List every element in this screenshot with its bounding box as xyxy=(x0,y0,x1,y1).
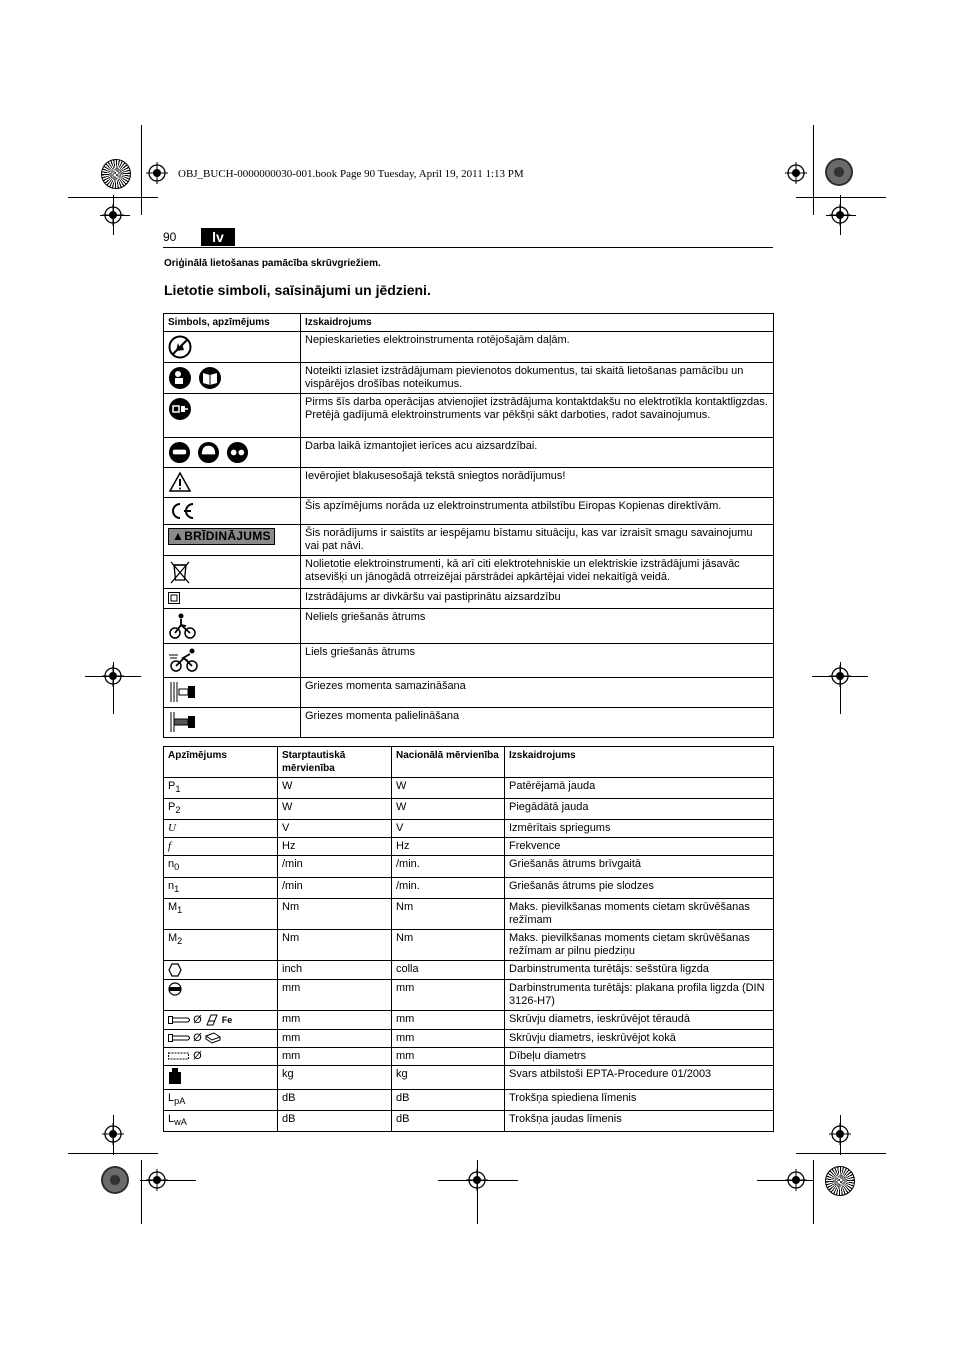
column-header: Izskaidrojums xyxy=(301,314,774,332)
document-subtitle: Oriģinālā lietošanas pamācība skrūvgriežiem. xyxy=(164,258,381,269)
table-row xyxy=(164,799,774,820)
symbol-cell xyxy=(164,498,301,525)
crop-mark xyxy=(796,197,886,198)
crop-mark xyxy=(141,125,142,215)
table-row xyxy=(164,1029,774,1047)
symbol-cell xyxy=(164,678,301,708)
double-insulation-icon xyxy=(168,592,180,604)
book-header: OBJ_BUCH-0000000030-001.book Page 90 Tuesday, April 19, 2011 1:13 PM xyxy=(178,168,524,180)
table-row xyxy=(164,820,774,838)
symbol-subscript: 0 xyxy=(174,862,180,873)
description-cell: Trokšņa jaudas līmenis xyxy=(505,1110,774,1131)
no-touch-icon xyxy=(168,335,192,359)
table-row xyxy=(164,929,774,960)
symbol-letter: n xyxy=(168,858,175,871)
intl-unit-cell: kg xyxy=(278,1065,392,1089)
symbol-subscript: wA xyxy=(174,1117,187,1128)
description-cell: Izstrādājums ar divkāršu vai pastiprinātu aizsardzību xyxy=(301,589,774,609)
symbol-cell xyxy=(164,856,278,877)
warning-triangle-icon xyxy=(168,471,192,493)
intl-unit-cell: inch xyxy=(278,960,392,979)
symbol-subscript: 2 xyxy=(175,805,181,816)
read-manual-icon xyxy=(168,366,192,390)
hex-socket-icon xyxy=(168,963,182,977)
symbol-cell xyxy=(164,1089,278,1110)
fast-cyclist-icon xyxy=(168,647,202,673)
torque-decrease-icon xyxy=(168,681,198,703)
table-row xyxy=(164,979,774,1010)
symbols-table xyxy=(163,313,774,738)
description-cell: Griezes momenta samazināšana xyxy=(301,678,774,708)
description-cell: Skrūvju diametrs, ieskrūvējot tēraudā xyxy=(505,1010,774,1029)
warning-banner xyxy=(168,528,275,545)
symbol-letter: P xyxy=(168,801,176,814)
description-cell: Šis apzīmējums norāda uz elektroinstrumenta atbilstību Eiropas Kopienas direktīvām. xyxy=(301,498,774,525)
symbol-cell xyxy=(164,778,278,799)
registration-target-icon xyxy=(146,1169,168,1191)
symbol-cell xyxy=(164,589,301,609)
crop-mark xyxy=(141,1160,142,1224)
symbol-letter: M xyxy=(168,931,178,944)
intl-unit-cell: Nm xyxy=(278,929,392,960)
description-cell: Neliels griešanās ātrums xyxy=(301,609,774,644)
registration-target-icon xyxy=(102,1123,124,1145)
symbol-cell xyxy=(164,820,278,838)
national-unit-cell: mm xyxy=(392,979,505,1010)
description-cell: Maks. pievilkšanas moments cietam skrūvēšanas režīmam xyxy=(505,898,774,929)
symbol-cell xyxy=(164,1110,278,1131)
symbol-subscript: 1 xyxy=(174,883,180,894)
symbol-subscript: 1 xyxy=(177,904,183,915)
national-unit-cell: V xyxy=(392,820,505,838)
registration-target-icon xyxy=(466,1169,488,1191)
symbol-cell xyxy=(164,609,301,644)
intl-unit-cell: mm xyxy=(278,979,392,1010)
description-cell: Frekvence xyxy=(505,838,774,856)
description-cell: Dībeļu diametrs xyxy=(505,1047,774,1065)
symbol-cell xyxy=(164,979,278,1010)
intl-unit-cell: V xyxy=(278,820,392,838)
section-heading: Lietotie simboli, saīsinājumi un jēdzieni. xyxy=(164,282,431,298)
intl-unit-cell: W xyxy=(278,778,392,799)
helmet-icon xyxy=(197,441,220,464)
diameter-sign: Ø xyxy=(193,1049,202,1062)
symbol-cell xyxy=(164,799,278,820)
description-cell: Liels griešanās ātrums xyxy=(301,644,774,678)
description-cell: Izmērītais spriegums xyxy=(505,820,774,838)
symbol-cell xyxy=(164,929,278,960)
language-tag: lv xyxy=(201,228,235,246)
symbol-letter: U xyxy=(168,822,176,835)
column-header: Apzīmējums xyxy=(164,747,278,778)
table-header-row xyxy=(164,314,774,332)
table-row xyxy=(164,877,774,898)
national-unit-cell: Nm xyxy=(392,898,505,929)
table-row xyxy=(164,856,774,877)
description-cell: Griezes momenta palielināšana xyxy=(301,708,774,738)
table-row xyxy=(164,838,774,856)
symbol-cell xyxy=(164,1029,278,1047)
table-row xyxy=(164,589,774,609)
symbol-cell xyxy=(164,644,301,678)
table-row xyxy=(164,960,774,979)
registration-target-icon xyxy=(102,665,124,687)
intl-unit-cell: dB xyxy=(278,1110,392,1131)
symbol-subscript: pA xyxy=(174,1095,186,1106)
column-header: Izskaidrojums xyxy=(505,747,774,778)
table-row xyxy=(164,498,774,525)
intl-unit-cell: mm xyxy=(278,1010,392,1029)
intl-unit-cell: mm xyxy=(278,1047,392,1065)
table-row xyxy=(164,1010,774,1029)
description-cell: Skrūvju diametrs, ieskrūvējot kokā xyxy=(505,1029,774,1047)
table-row xyxy=(164,1047,774,1065)
symbol-cell xyxy=(164,1065,278,1089)
steel-plate-icon xyxy=(205,1013,219,1027)
intl-unit-cell: W xyxy=(278,799,392,820)
symbol-cell xyxy=(164,1010,278,1029)
symbol-letter: M xyxy=(168,900,178,913)
national-unit-cell: dB xyxy=(392,1089,505,1110)
weee-bin-icon xyxy=(168,559,192,585)
description-cell: Svars atbilstoši EPTA-Procedure 01/2003 xyxy=(505,1065,774,1089)
steel-label: Fe xyxy=(221,1014,233,1025)
description-cell: Griešanās ātrums brīvgaitā xyxy=(505,856,774,877)
national-unit-cell: W xyxy=(392,778,505,799)
table-row xyxy=(164,678,774,708)
table-row xyxy=(164,556,774,589)
table-row xyxy=(164,609,774,644)
description-cell: Noteikti izlasiet izstrādājumam pievienotos dokumentus, tai skaitā lietošanas pamācību un vispārējos drošības noteikumus. xyxy=(301,363,774,394)
warning-banner-icon: ▲ xyxy=(172,529,185,543)
description-cell: Ievērojiet blakusesošajā tekstā sniegtos norādījumus! xyxy=(301,468,774,498)
slow-cyclist-icon xyxy=(168,612,198,640)
table-row xyxy=(164,1065,774,1089)
torque-increase-icon xyxy=(168,711,198,733)
symbol-letter: P xyxy=(168,780,176,792)
description-cell: Pirms šīs darba operācijas atvienojiet izstrādājuma kontaktdakšu no elektrotīkla kontaktligzdas. Pretējā gadījumā elektroinstruments var pēkšņi sākt darboties, radot savainojumus. xyxy=(301,394,774,438)
registration-target-icon xyxy=(102,204,124,226)
description-cell: Piegādātā jauda xyxy=(505,799,774,820)
national-unit-cell: Hz xyxy=(392,838,505,856)
symbol-cell xyxy=(164,708,301,738)
symbol-cell xyxy=(164,898,278,929)
national-unit-cell: W xyxy=(392,799,505,820)
units-table xyxy=(163,746,774,1132)
symbol-cell xyxy=(164,363,301,394)
symbol-cell xyxy=(164,960,278,979)
column-header: Starptautiskā mērvienība xyxy=(278,747,392,778)
intl-unit-cell: /min xyxy=(278,856,392,877)
crop-mark xyxy=(796,1153,886,1154)
intl-unit-cell: /min xyxy=(278,877,392,898)
table-row xyxy=(164,525,774,556)
table-header-row xyxy=(164,747,774,778)
national-unit-cell: mm xyxy=(392,1047,505,1065)
table-row xyxy=(164,708,774,738)
intl-unit-cell: mm xyxy=(278,1029,392,1047)
national-unit-cell: mm xyxy=(392,1010,505,1029)
symbol-cell xyxy=(164,1047,278,1065)
intl-unit-cell: dB xyxy=(278,1089,392,1110)
symbol-subscript: 1 xyxy=(175,784,181,795)
crop-mark xyxy=(813,1160,814,1224)
national-unit-cell: colla xyxy=(392,960,505,979)
symbol-letter: L xyxy=(168,1112,175,1125)
registration-target-icon xyxy=(829,665,851,687)
table-row xyxy=(164,394,774,438)
screw-icon xyxy=(168,1034,190,1042)
symbol-cell xyxy=(164,556,301,589)
diameter-sign: Ø xyxy=(193,1013,202,1026)
table-row xyxy=(164,1110,774,1131)
symbol-letter: n xyxy=(168,879,175,892)
warning-banner-label: BRĪDINĀJUMS xyxy=(184,529,271,543)
intl-unit-cell: Hz xyxy=(278,838,392,856)
header-rule xyxy=(163,247,773,248)
intl-unit-cell: Nm xyxy=(278,898,392,929)
description-cell: Darbinstrumenta turētājs: sešstūra ligzda xyxy=(505,960,774,979)
table-row xyxy=(164,468,774,498)
national-unit-cell: Nm xyxy=(392,929,505,960)
crop-mark xyxy=(813,125,814,215)
table-row xyxy=(164,898,774,929)
registration-target-icon xyxy=(785,1169,807,1191)
symbol-cell xyxy=(164,877,278,898)
column-header: Nacionālā mērvienība xyxy=(392,747,505,778)
weight-icon xyxy=(168,1068,182,1084)
description-cell: Nepieskarieties elektroinstrumenta rotējošajām daļām. xyxy=(301,332,774,363)
diameter-sign: Ø xyxy=(193,1031,202,1044)
symbol-letter: f xyxy=(168,840,172,853)
symbol-cell xyxy=(164,394,301,438)
page-number: 90 xyxy=(163,230,177,244)
flat-socket-icon xyxy=(168,982,182,996)
color-calibration-rosette-icon xyxy=(101,1166,129,1194)
national-unit-cell: kg xyxy=(392,1065,505,1089)
registration-target-icon xyxy=(146,162,168,184)
read-manual-icon xyxy=(198,366,222,390)
symbol-cell xyxy=(164,438,301,468)
table-row xyxy=(164,1089,774,1110)
table-row xyxy=(164,644,774,678)
eye-protection-icon xyxy=(168,441,191,464)
ce-mark-icon xyxy=(168,501,196,521)
color-calibration-rosette-icon xyxy=(825,158,853,186)
national-unit-cell: /min. xyxy=(392,877,505,898)
dowel-icon xyxy=(168,1052,190,1060)
registration-target-icon xyxy=(785,162,807,184)
table-row xyxy=(164,332,774,363)
color-calibration-rosette-icon xyxy=(101,159,131,189)
crop-mark xyxy=(68,1153,158,1154)
description-cell: Šis norādījums ir saistīts ar iespējamu bīstamu situāciju, kas var izraisīt smagu savainojumu vai pat nāvi. xyxy=(301,525,774,556)
description-cell: Trokšņa spiediena līmenis xyxy=(505,1089,774,1110)
description-cell: Darba laikā izmantojiet ierīces acu aizsardzībai. xyxy=(301,438,774,468)
registration-target-icon xyxy=(829,1123,851,1145)
column-header: Simbols, apzīmējums xyxy=(164,314,301,332)
goggles-icon xyxy=(226,441,249,464)
national-unit-cell: mm xyxy=(392,1029,505,1047)
screw-icon xyxy=(168,1016,190,1024)
wood-plank-icon xyxy=(205,1032,221,1044)
symbol-cell xyxy=(164,525,301,556)
description-cell: Maks. pievilkšanas moments cietam skrūvēšanas režīmam ar pilnu piedziņu xyxy=(505,929,774,960)
symbol-cell xyxy=(164,468,301,498)
symbol-subscript: 2 xyxy=(177,935,183,946)
symbol-letter: L xyxy=(168,1091,175,1104)
national-unit-cell: dB xyxy=(392,1110,505,1131)
description-cell: Nolietotie elektroinstrumenti, kā arī citi elektrotehniskie un elektriskie izstrādājumi jāsavāc atsevišķi un jānogādā otrreizējai pārstrādei apkārtējai videi nekaitīgā veidā. xyxy=(301,556,774,589)
description-cell: Griešanās ātrums pie slodzes xyxy=(505,877,774,898)
table-row xyxy=(164,778,774,799)
color-calibration-rosette-icon xyxy=(825,1166,855,1196)
national-unit-cell: /min. xyxy=(392,856,505,877)
table-row xyxy=(164,438,774,468)
description-cell: Darbinstrumenta turētājs: plakana profila ligzda (DIN 3126-H7) xyxy=(505,979,774,1010)
table-row xyxy=(164,363,774,394)
registration-target-icon xyxy=(829,204,851,226)
unplug-icon xyxy=(168,397,192,421)
symbol-cell xyxy=(164,838,278,856)
symbol-cell xyxy=(164,332,301,363)
description-cell: Patērējamā jauda xyxy=(505,778,774,799)
